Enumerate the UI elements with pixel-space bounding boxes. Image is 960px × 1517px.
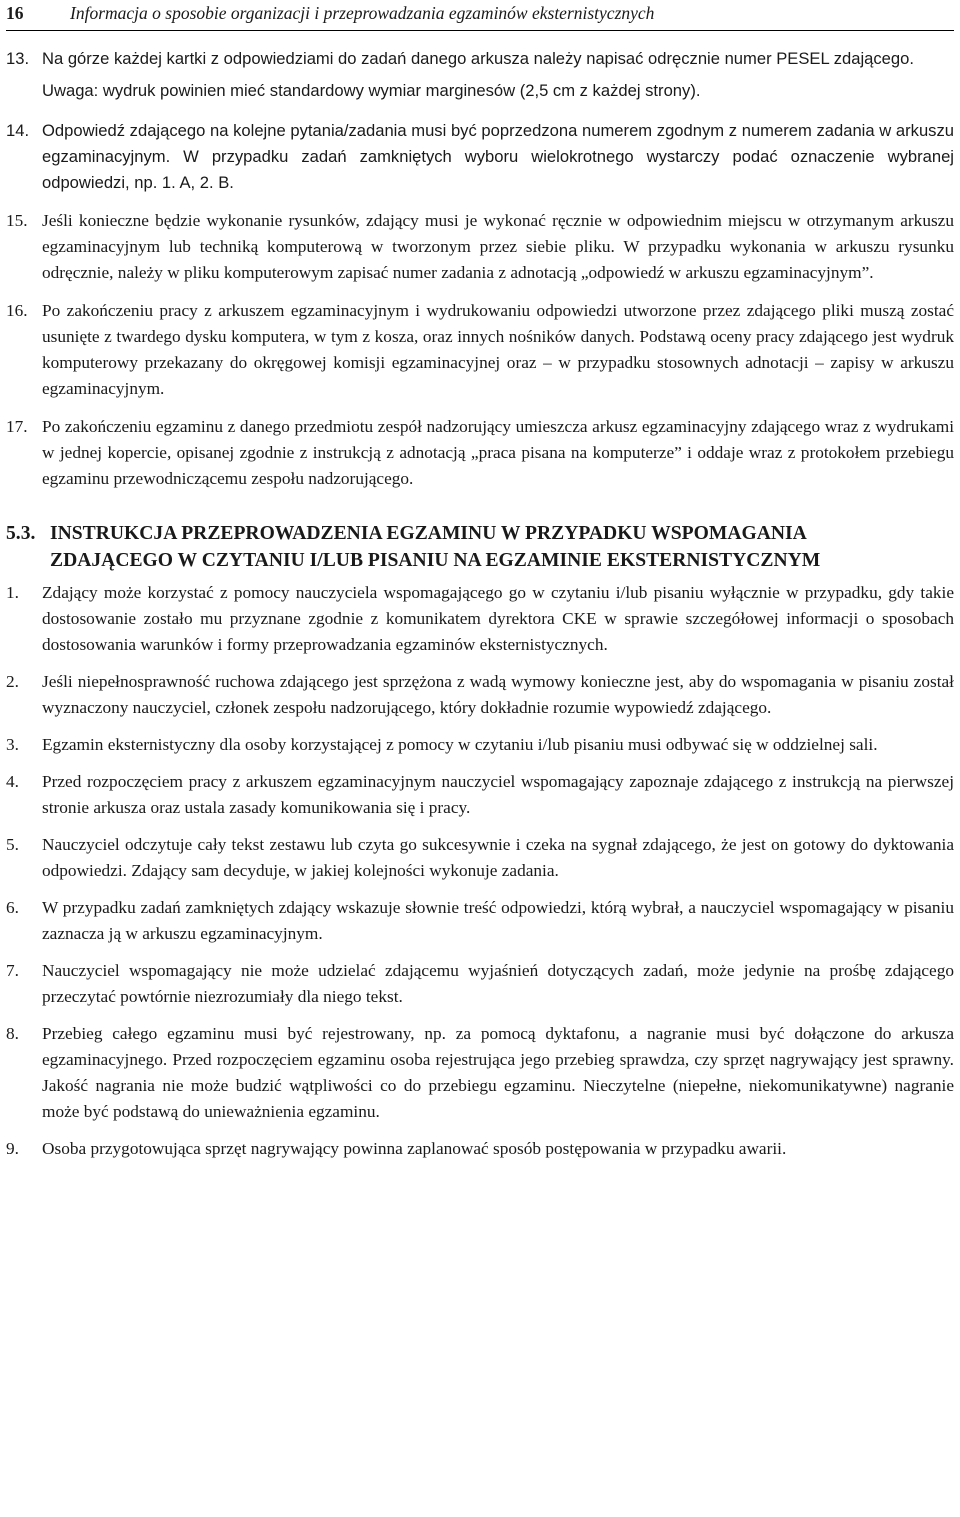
item-text: Egzamin eksternistyczny dla osoby korzystającej z pomocy w czytaniu i/lub pisaniu musi odbywać się w oddzielnej sali. (42, 735, 878, 754)
item-text: Po zakończeniu egzaminu z danego przedmiotu zespół nadzorujący umieszcza arkusz egzaminacyjny zdającego wraz z wydrukami w jednej kopercie, opisanej zgodnie z instrukcją z adnotacją „praca pisana na komputerze” i oddaje wraz z protokołem przebiegu egzaminu przewodniczącemu zespołu nadzorującego. (42, 417, 954, 488)
section-item-9 (6, 1136, 954, 1162)
section-title-line1: INSTRUKCJA PRZEPROWADZENIA EGZAMINU W PRZYPADKU WSPOMAGANIA (50, 523, 807, 544)
section-item-3 (6, 732, 954, 758)
list-item-15 (6, 208, 954, 286)
item-number: 4. (6, 772, 19, 791)
item-note: Uwaga: wydruk powinien mieć standardowy wymiar marginesów (2,5 cm z każdej strony). (42, 81, 701, 100)
item-number: 1. (6, 583, 19, 602)
header-title: Informacja o sposobie organizacji i przeprowadzania egzaminów eksternistycznych (70, 3, 655, 23)
item-number: 13. (6, 49, 30, 68)
section-title-line2: ZDAJĄCEGO W CZYTANIU I/LUB PISANIU NA EGZAMINIE EKSTERNISTYCZNYM (50, 550, 821, 571)
item-number: 9. (6, 1139, 19, 1158)
running-header (6, 2, 954, 31)
section-item-4 (6, 769, 954, 821)
section-item-2 (6, 669, 954, 721)
item-text: Jeśli niepełnosprawność ruchowa zdającego jest sprzężona z wadą wymowy konieczne jest, aby do wspomagania w pisaniu został wyznaczony nauczyciel, członek zespołu nadzorującego, który dokładnie rozumie wypowiedź zdającego. (42, 672, 954, 717)
item-text: Przed rozpoczęciem pracy z arkuszem egzaminacyjnym nauczyciel wspomagający zapoznaje zdającego z instrukcją na pierwszej stronie arkusza oraz ustala zasady komunikowania się i pracy. (42, 772, 954, 817)
section-item-1 (6, 580, 954, 658)
item-number: 14. (6, 121, 30, 140)
item-text: Nauczyciel odczytuje cały tekst zestawu lub czyta go sukcesywnie i czeka na sygnał zdającego, że jest on gotowy do dyktowania odpowiedzi. Zdający sam decyduje, w jakiej kolejności wykonuje zadania. (42, 835, 954, 880)
item-number: 3. (6, 735, 19, 754)
item-number: 7. (6, 961, 19, 980)
section-item-8 (6, 1021, 954, 1125)
section-number: 5.3. (6, 523, 36, 544)
item-text: Odpowiedź zdającego na kolejne pytania/zadania musi być poprzedzona numerem zgodnym z numerem zadania w arkuszu egzaminacyjnym. W przypadku zadań zamkniętych wyboru wielokrotnego wystarczy podać oznaczenie wybranej odpowiedzi, np. 1. A, 2. B. (42, 121, 954, 192)
list-item-13 (6, 46, 954, 104)
item-number: 16. (6, 301, 28, 320)
item-number: 6. (6, 898, 19, 917)
section-item-6 (6, 895, 954, 947)
list-item-17 (6, 414, 954, 492)
item-text: Osoba przygotowująca sprzęt nagrywający powinna zaplanować sposób postępowania w przypadku awarii. (42, 1139, 787, 1158)
item-number: 17. (6, 417, 28, 436)
item-text: Nauczyciel wspomagający nie może udzielać zdającemu wyjaśnień dotyczących zadań, może jedynie na prośbę zdającego przeczytać powtórnie niezrozumiały dla niego tekst. (42, 961, 954, 1006)
section-item-7 (6, 958, 954, 1010)
list-item-16 (6, 298, 954, 402)
item-text: Po zakończeniu pracy z arkuszem egzaminacyjnym i wydrukowaniu odpowiedzi utworzone przez zdającego pliki muszą zostać usunięte z twardego dysku komputera, w tym z kosza, oraz innych nośników danych. Podstawą oceny pracy zdającego jest wydruk komputerowy przekazany do okręgowej komisji egzaminacyjnej oraz – w przypadku stosownych adnotacji – zapisy w arkuszu egzaminacyjnym. (42, 301, 954, 398)
section-item-5 (6, 832, 954, 884)
item-text: Na górze każdej kartki z odpowiedziami do zadań danego arkusza należy napisać odręcznie numer PESEL zdającego. (42, 49, 914, 68)
list-item-14 (6, 118, 954, 196)
item-number: 2. (6, 672, 19, 691)
item-text: Zdający może korzystać z pomocy nauczyciela wspomagającego go w czytaniu i/lub pisaniu wyłącznie w przypadku, gdy takie dostosowanie zostało mu przyznane zgodnie z komunikatem dyrektora CKE w sprawie szczegółowej informacji o sposobach dostosowania warunków i formy przeprowadzania egzaminów eksternistycznych. (42, 583, 954, 654)
item-text: Jeśli konieczne będzie wykonanie rysunków, zdający musi je wykonać ręcznie w odpowiednim miejscu w otrzymanym arkuszu egzaminacyjnym lub techniką komputerową w tworzonym przez siebie pliku. W przypadku wykonania w arkuszu rysunku odręcznie, należy w pliku komputerowym zapisać numer zadania z adnotacją „odpowiedź w arkuszu egzaminacyjnym”. (42, 211, 954, 282)
item-number: 15. (6, 211, 28, 230)
page-content (6, 46, 954, 1162)
page-number: 16 (6, 3, 24, 23)
item-text: Przebieg całego egzaminu musi być rejestrowany, np. za pomocą dyktafonu, a nagranie musi być dołączone do arkusza egzaminacyjnego. Przed rozpoczęciem egzaminu osoba rejestrująca jego przebieg sprawdza, czy sprzęt nagrywający jest sprawny. Jakość nagrania nie może budzić wątpliwości co do przebiegu egzaminu. Nieczytelne (niepełne, niekomunikatywne) nagranie może być podstawą do unieważnienia egzaminu. (42, 1024, 954, 1121)
item-number: 5. (6, 835, 19, 854)
section-heading (6, 520, 954, 574)
item-number: 8. (6, 1024, 19, 1043)
item-text: W przypadku zadań zamkniętych zdający wskazuje słownie treść odpowiedzi, którą wybrał, a nauczyciel wspomagający w pisaniu zaznacza ją w arkuszu egzaminacyjnym. (42, 898, 954, 943)
